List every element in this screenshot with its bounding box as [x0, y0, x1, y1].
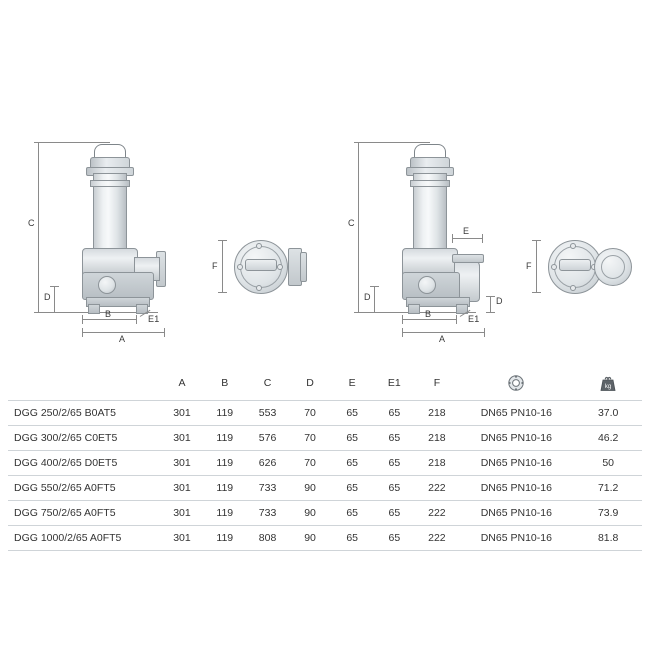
dim-label-d: D	[44, 292, 51, 302]
cell-c: 553	[246, 401, 289, 426]
dim-label-d2-right: D	[496, 296, 503, 306]
col-header-e1: E1	[373, 368, 415, 401]
plan-bolt-1	[256, 243, 262, 249]
dim-label-f-left: F	[212, 261, 218, 271]
dim-b-tick-r-right	[456, 315, 457, 324]
dim-d-tick-bot-r	[370, 312, 379, 313]
dim-c-line	[38, 142, 39, 312]
dim-e-line	[452, 238, 482, 239]
dim-a-line	[82, 332, 164, 333]
plan-bolt-4	[277, 264, 283, 270]
dim-a-tick-r	[164, 328, 165, 337]
cell-connection: DN65 PN10-16	[458, 501, 574, 526]
cell-e1: 65	[373, 401, 415, 426]
weight-icon	[600, 374, 616, 392]
cell-b: 119	[203, 401, 246, 426]
dim-d2-tick-top	[486, 296, 495, 297]
dim-d2-tick-bot	[486, 312, 495, 313]
dim-label-e1: E1	[148, 314, 160, 324]
cell-b: 119	[203, 476, 246, 501]
dim-c-line-right	[358, 142, 359, 312]
plan-bolt-2	[256, 285, 262, 291]
dim-f-tick-top-right2	[532, 240, 541, 241]
cell-f: 218	[415, 401, 458, 426]
dim-f-line-right	[536, 240, 537, 292]
cell-b: 119	[203, 526, 246, 551]
table-row	[8, 526, 642, 551]
dim-label-c: C	[28, 218, 35, 228]
col-header-e: E	[331, 368, 373, 401]
cell-e1: 65	[373, 426, 415, 451]
plan-center-slot	[245, 259, 277, 271]
pump-foot-left-right	[408, 304, 420, 314]
drawings-area	[0, 120, 650, 360]
dim-d-tick-top	[50, 286, 59, 287]
dim-e-tick-r	[482, 234, 483, 243]
cell-e: 65	[331, 451, 373, 476]
cell-c: 808	[246, 526, 289, 551]
cell-e1: 65	[373, 476, 415, 501]
cell-c: 733	[246, 476, 289, 501]
cell-e: 65	[331, 501, 373, 526]
cell-a: 301	[161, 451, 204, 476]
cell-weight: 46.2	[574, 426, 642, 451]
col-header-b: B	[203, 368, 246, 401]
dim-d2-line-right	[490, 296, 491, 312]
volute-boss-right	[418, 276, 436, 294]
cell-d: 90	[289, 526, 331, 551]
plan-discharge-face	[300, 252, 307, 282]
table-row	[8, 501, 642, 526]
dim-b-line	[82, 319, 136, 320]
table-body	[8, 401, 642, 551]
dim-label-f-right: F	[526, 261, 532, 271]
cell-d: 70	[289, 401, 331, 426]
cell-c: 626	[246, 451, 289, 476]
cell-e1: 65	[373, 501, 415, 526]
dim-label-e: E	[463, 226, 470, 236]
cell-connection: DN65 PN10-16	[458, 401, 574, 426]
dim-label-c-right: C	[348, 218, 355, 228]
dim-label-b-right: B	[425, 309, 432, 319]
cell-f: 222	[415, 501, 458, 526]
cell-weight: 50	[574, 451, 642, 476]
pump-motor-band	[90, 180, 130, 187]
ext-line-top-right	[358, 142, 430, 143]
cell-c: 733	[246, 501, 289, 526]
dim-label-e1-right: E1	[468, 314, 480, 324]
dim-label-a-right: A	[439, 334, 446, 344]
specification-table	[8, 368, 642, 551]
cell-model: DGG 300/2/65 C0ET5	[8, 426, 161, 451]
cell-a: 301	[161, 476, 204, 501]
dim-a-tick-l-right	[402, 328, 403, 337]
pump-volute	[82, 272, 154, 300]
cell-f: 218	[415, 426, 458, 451]
cell-b: 119	[203, 501, 246, 526]
col-header-connection	[458, 368, 574, 401]
cell-weight: 73.9	[574, 501, 642, 526]
col-header-weight	[574, 368, 642, 401]
col-header-a: A	[161, 368, 204, 401]
dim-d-line-right	[374, 286, 375, 312]
dim-d-line	[54, 286, 55, 312]
col-header-model	[8, 368, 161, 401]
cell-d: 90	[289, 501, 331, 526]
cell-b: 119	[203, 426, 246, 451]
cell-connection: DN65 PN10-16	[458, 526, 574, 551]
dim-label-d-right: D	[364, 292, 371, 302]
table-row	[8, 401, 642, 426]
cell-weight: 37.0	[574, 401, 642, 426]
dim-f-tick-bot-right2	[532, 292, 541, 293]
pump-elevation-right	[340, 120, 540, 350]
dim-a-tick-r-right	[484, 328, 485, 337]
cell-connection: DN65 PN10-16	[458, 451, 574, 476]
pump-elevation-left	[20, 120, 220, 350]
dim-d-tick-bottom	[50, 312, 59, 313]
cell-b: 119	[203, 451, 246, 476]
dim-label-a: A	[119, 334, 126, 344]
svg-text:kg: kg	[604, 384, 612, 390]
cell-d: 90	[289, 476, 331, 501]
cell-e: 65	[331, 526, 373, 551]
dim-f-line-left	[222, 240, 223, 292]
dim-b-tick-r	[136, 315, 137, 324]
dim-label-b: B	[105, 309, 112, 319]
cell-f: 222	[415, 526, 458, 551]
cell-d: 70	[289, 426, 331, 451]
dim-f-tick-top-left	[218, 240, 227, 241]
cell-model: DGG 550/2/65 A0FT5	[8, 476, 161, 501]
cell-model: DGG 400/2/65 D0ET5	[8, 451, 161, 476]
cell-e1: 65	[373, 451, 415, 476]
col-header-d: D	[289, 368, 331, 401]
col-header-f: F	[415, 368, 458, 401]
pump-foot-left	[88, 304, 100, 314]
cell-f: 218	[415, 451, 458, 476]
cell-connection: DN65 PN10-16	[458, 476, 574, 501]
plan-bolt-1-right	[570, 243, 576, 249]
cell-model: DGG 750/2/65 A0FT5	[8, 501, 161, 526]
cell-connection: DN65 PN10-16	[458, 426, 574, 451]
plan-bolt-2-right	[570, 285, 576, 291]
volute-boss	[98, 276, 116, 294]
plan-bolt-3	[237, 264, 243, 270]
dim-b-tick-l-right	[402, 315, 403, 324]
dim-d-tick-top-r	[370, 286, 379, 287]
cell-a: 301	[161, 501, 204, 526]
cell-a: 301	[161, 426, 204, 451]
discharge-flange-top	[452, 254, 484, 263]
dim-b-tick-l	[82, 315, 83, 324]
cell-e: 65	[331, 401, 373, 426]
cell-model: DGG 1000/2/65 A0FT5	[8, 526, 161, 551]
table-row	[8, 426, 642, 451]
dim-a-line-right	[402, 332, 484, 333]
cell-e: 65	[331, 476, 373, 501]
dim-b-line-right	[402, 319, 456, 320]
plan-elbow-outlet-inner	[601, 255, 625, 279]
plan-bolt-3-right	[551, 264, 557, 270]
cell-d: 70	[289, 451, 331, 476]
cell-e: 65	[331, 426, 373, 451]
flange-icon	[506, 374, 526, 392]
dim-a-tick-l	[82, 328, 83, 337]
cell-weight: 71.2	[574, 476, 642, 501]
table-header-row	[8, 368, 642, 401]
cell-f: 222	[415, 476, 458, 501]
specification-table-wrapper	[8, 368, 642, 551]
ext-line-top	[38, 142, 110, 143]
table-row	[8, 451, 642, 476]
cell-c: 576	[246, 426, 289, 451]
cell-a: 301	[161, 401, 204, 426]
cell-e1: 65	[373, 526, 415, 551]
dim-e-tick-l	[452, 234, 453, 243]
table-row	[8, 476, 642, 501]
cell-model: DGG 250/2/65 B0AT5	[8, 401, 161, 426]
cell-weight: 81.8	[574, 526, 642, 551]
col-header-c: C	[246, 368, 289, 401]
pump-plan-left	[212, 228, 322, 318]
cell-a: 301	[161, 526, 204, 551]
dim-f-tick-bot-left	[218, 292, 227, 293]
pump-motor-band-right	[410, 180, 450, 187]
plan-center-slot-right	[559, 259, 591, 271]
pump-plan-right	[528, 228, 638, 318]
